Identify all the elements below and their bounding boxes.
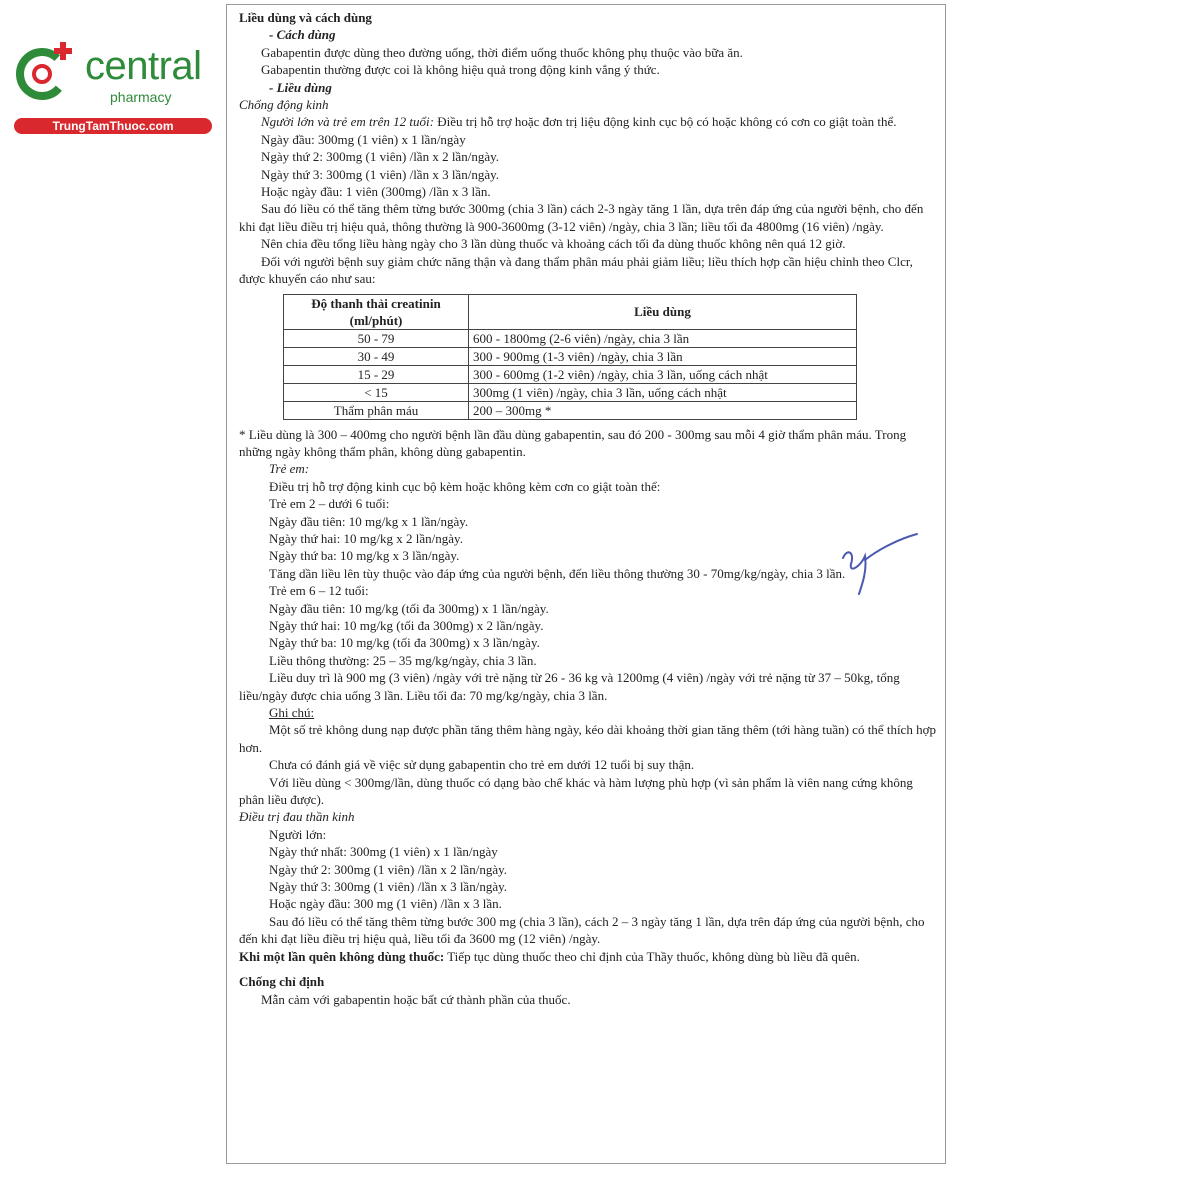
notes-label: Ghi chú: — [269, 705, 315, 720]
missed-dose-label: Khi một lần quên không dùng thuốc: — [239, 948, 445, 964]
paragraph-adult-intro — [239, 113, 939, 130]
paragraph: Nên chia đều tổng liều hàng ngày cho 3 lần dùng thuốc và khoảng cách tối đa dùng thuốc không nên quá 12 giờ. — [261, 236, 846, 252]
paragraph: Liều duy trì là 900 mg (3 viên) /ngày với trẻ nặng từ 26 - 36 kg và 1200mg (4 viên) /ngày với trẻ nặng từ 37 – 50kg, tổng liều/ngày được chia uống 3 lần. Liều tối đa: 70 mg/kg/ngày, chia 3 lần. — [239, 670, 900, 703]
note: Chưa có đánh giá về việc sử dụng gabapentin cho trẻ em dưới 12 tuổi bị suy thận. — [269, 757, 695, 773]
age-group-label: Trẻ em 2 – dưới 6 tuổi: — [269, 496, 390, 512]
dose-line: Ngày thứ nhất: 300mg (1 viên) x 1 lần/ngày — [269, 844, 498, 860]
paragraph: Sau đó liều có thể tăng thêm từng bước 300 mg (chia 3 lần), cách 2 – 3 ngày tăng 1 lần, dựa trên đáp ứng của người bệnh, cho đến khi đạt liều điều trị hiệu quả, liều tối đa 3600 mg (12 viên) /ngày. — [239, 913, 925, 947]
paragraph-missed-dose — [239, 948, 939, 965]
brand-url-badge[interactable]: TrungTamThuoc.com — [14, 118, 212, 134]
table-header-clearance: Độ thanh thải creatinin (ml/phút) — [284, 294, 469, 329]
table-header-row — [284, 294, 857, 329]
table-row — [284, 329, 857, 347]
table-cell: 300mg (1 viên) /ngày, chia 3 lần, uống cách nhật — [469, 383, 857, 401]
brand-subtitle: pharmacy — [110, 89, 172, 105]
dose-line: Hoặc ngày đầu: 1 viên (300mg) /lần x 3 lần. — [261, 184, 491, 200]
paragraph: Sau đó liều có thể tăng thêm từng bước 300mg (chia 3 lần) cách 2-3 ngày tăng 1 lần, dựa trên đáp ứng của người bệnh, cho đến khi đạt liều điều trị hiệu quả, thông thường là 900-3600mg (3-12 viên) /ngày, chia 3 lần; liều tối đa 4800mg (16 viên) /ngày. — [239, 201, 924, 234]
paragraph: Gabapentin được dùng theo đường uống, thời điểm uống thuốc không phụ thuộc vào bữa ăn. — [261, 44, 743, 60]
dose-line: Ngày thứ hai: 10 mg/kg (tối đa 300mg) x 2 lần/ngày. — [269, 617, 544, 633]
dose-line: Ngày thứ 3: 300mg (1 viên) /lần x 3 lần/ngày. — [269, 879, 507, 895]
subheading-lieu-dung: - Liều dùng — [269, 79, 332, 95]
table-cell: Thẩm phân máu — [284, 401, 469, 419]
document-content — [239, 9, 939, 1008]
missed-dose-text: Tiếp tục dùng thuốc theo chỉ định của Thầy thuốc, không dùng bù liều đã quên. — [444, 948, 860, 964]
table-header-dose: Liều dùng — [469, 294, 857, 329]
paragraph: Điều trị hỗ trợ động kinh cục bộ kèm hoặc không kèm cơn co giật toàn thể: — [269, 478, 661, 494]
table-cell: < 15 — [284, 383, 469, 401]
subheading-tre-em: Trẻ em: — [269, 461, 310, 477]
table-row — [284, 401, 857, 419]
paragraph: Tăng dần liều lên tùy thuộc vào đáp ứng của người bệnh, đến liều thông thường 30 - 70mg/kg/ngày, chia 3 lần. — [269, 565, 846, 581]
dose-line: Ngày đầu tiên: 10 mg/kg x 1 lần/ngày. — [269, 513, 469, 529]
table-cell: 15 - 29 — [284, 365, 469, 383]
renal-dose-table — [283, 294, 857, 420]
dose-line: Ngày thứ ba: 10 mg/kg (tối đa 300mg) x 3 lần/ngày. — [269, 635, 540, 651]
section-heading: Liều dùng và cách dùng — [239, 10, 372, 25]
subheading-dieu-tri-dau: Điều trị đau thần kinh — [239, 809, 355, 825]
paragraph: Gabapentin thường được coi là không hiệu quả trong động kinh vắng ý thức. — [261, 62, 660, 78]
table-cell: 30 - 49 — [284, 347, 469, 365]
dose-line: Hoặc ngày đầu: 300 mg (1 viên) /lần x 3 lần. — [269, 896, 502, 912]
dose-line: Ngày thứ ba: 10 mg/kg x 3 lần/ngày. — [269, 548, 460, 564]
subheading-chong-dong-kinh: Chống động kinh — [239, 97, 329, 113]
section-heading-contraindication: Chống chỉ định — [239, 974, 325, 990]
central-pharmacy-logo-icon — [10, 38, 85, 113]
table-cell: 600 - 1800mg (2-6 viên) /ngày, chia 3 lần — [469, 329, 857, 347]
table-row — [284, 365, 857, 383]
paragraph: Mẫn cảm với gabapentin hoặc bất cứ thành phần của thuốc. — [261, 991, 571, 1007]
brand-name: central — [85, 44, 202, 88]
table-cell: 200 – 300mg * — [469, 401, 857, 419]
dose-line: Ngày thứ hai: 10 mg/kg x 2 lần/ngày. — [269, 530, 463, 546]
adult-intro-label: Người lớn và trẻ em trên 12 tuổi: — [261, 114, 434, 130]
age-group-label: Trẻ em 6 – 12 tuổi: — [269, 583, 369, 599]
table-cell: 300 - 900mg (1-3 viên) /ngày, chia 3 lần — [469, 347, 857, 365]
handwritten-signature-icon — [835, 530, 925, 600]
dose-line: Ngày thứ 2: 300mg (1 viên) /lần x 2 lần/ngày. — [261, 149, 499, 165]
adult-intro-text: Điều trị hỗ trợ hoặc đơn trị liệu động kinh cục bộ có hoặc không có cơn co giật toàn thể. — [433, 114, 897, 130]
dose-line: Ngày thứ 3: 300mg (1 viên) /lần x 3 lần/ngày. — [261, 166, 499, 182]
footnote: * Liều dùng là 300 – 400mg cho người bệnh lần đầu dùng gabapentin, sau đó 200 - 300mg sau mỗi 4 giờ thẩm phân máu. Trong những ngày không thẩm phân, không dùng gabapentin. — [239, 426, 907, 459]
dose-line: Liều thông thường: 25 – 35 mg/kg/ngày, chia 3 lần. — [269, 652, 537, 668]
subheading-cach-dung: - Cách dùng — [269, 27, 336, 43]
paragraph: Người lớn: — [269, 826, 327, 842]
dose-line: Ngày đầu: 300mg (1 viên) x 1 lần/ngày — [261, 131, 466, 147]
dose-line: Ngày đầu tiên: 10 mg/kg (tối đa 300mg) x 1 lần/ngày. — [269, 600, 549, 616]
brand-logo[interactable] — [10, 38, 215, 138]
note: Với liều dùng < 300mg/lần, dùng thuốc có dạng bào chế khác và hàm lượng phù hợp (vì sản phẩm là viên nang cứng không phân liều được). — [239, 774, 913, 808]
note: Một số trẻ không dung nạp được phần tăng thêm hàng ngày, kéo dài khoảng thời gian tăng thêm (tới hàng tuần) có thể thích hợp hơn. — [239, 722, 936, 755]
dose-line: Ngày thứ 2: 300mg (1 viên) /lần x 2 lần/ngày. — [269, 861, 507, 877]
table-cell: 50 - 79 — [284, 329, 469, 347]
paragraph-renal: Đối với người bệnh suy giảm chức năng thận và đang thẩm phân máu phải giảm liều; liều thích hợp cần hiệu chỉnh theo Clcr, được khuyến cáo như sau: — [239, 253, 913, 287]
table-cell: 300 - 600mg (1-2 viên) /ngày, chia 3 lần, uống cách nhật — [469, 365, 857, 383]
table-row — [284, 383, 857, 401]
table-row — [284, 347, 857, 365]
